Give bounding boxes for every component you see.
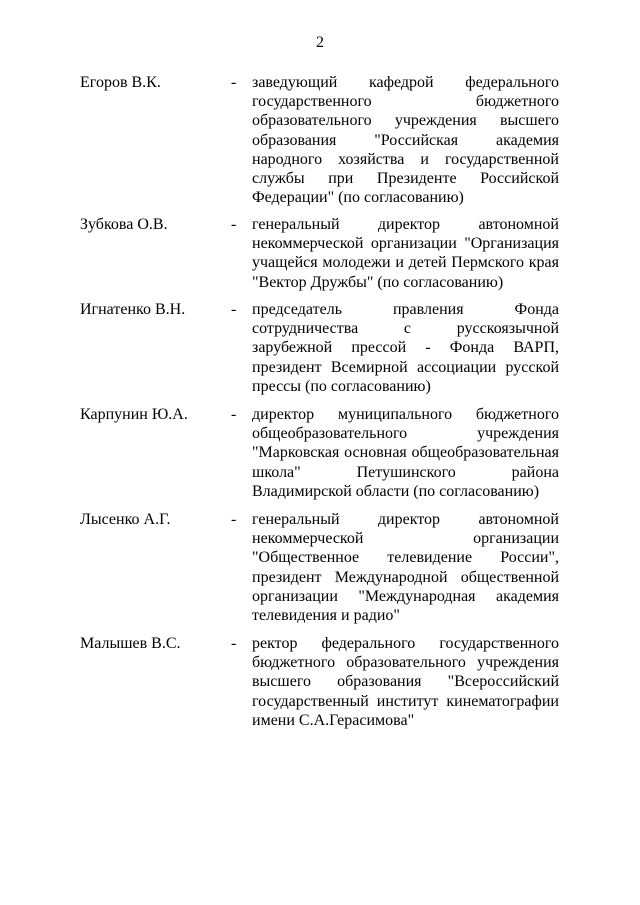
description-line: директор муниципального бюджетного bbox=[252, 406, 559, 423]
dash-separator: - bbox=[231, 216, 237, 233]
description-line: зарубежной прессой - Фонда ВАРП, bbox=[252, 339, 559, 357]
description-line: некоммерческой организации bbox=[252, 530, 559, 548]
dash-separator: - bbox=[231, 74, 237, 91]
member-name: Егоров В.К. bbox=[80, 74, 161, 91]
member-name: Карпунин Ю.А. bbox=[80, 406, 188, 423]
description-line: сотрудничества с русскоязычной bbox=[252, 320, 559, 338]
member-description bbox=[252, 634, 559, 730]
description-line: бюджетного образовательного учреждения bbox=[252, 654, 559, 672]
description-line: "Общественное телевидение России", bbox=[252, 549, 559, 567]
description-line: имени С.А.Герасимова" bbox=[252, 711, 415, 729]
member-description bbox=[252, 510, 559, 625]
description-line: заведующий кафедрой федерального bbox=[252, 74, 559, 91]
description-line: общеобразовательного учреждения bbox=[252, 425, 559, 443]
member-name: Малышев В.С. bbox=[80, 635, 181, 652]
description-line: службы при Президенте Российской bbox=[252, 169, 559, 187]
description-line: телевидения и радио" bbox=[252, 606, 400, 624]
dash-separator: - bbox=[231, 301, 237, 318]
member-name: Зубкова О.В. bbox=[80, 216, 168, 233]
dash-separator: - bbox=[231, 511, 237, 528]
description-line: образовательного учреждения высшего bbox=[252, 112, 559, 130]
description-line: школа" Петушинского района bbox=[252, 463, 559, 481]
member-description bbox=[252, 300, 559, 396]
description-line: некоммерческой организации "Организация bbox=[252, 235, 559, 253]
dash-separator: - bbox=[231, 635, 237, 652]
description-line: учащейся молодежи и детей Пермского края bbox=[252, 254, 559, 272]
description-line: генеральный директор автономной bbox=[252, 216, 559, 233]
description-line: председатель правления Фонда bbox=[252, 301, 559, 318]
description-line: прессы (по согласованию) bbox=[252, 377, 431, 395]
description-line: "Вектор Дружбы" (по согласованию) bbox=[252, 273, 504, 291]
description-line: народного хозяйства и государственной bbox=[252, 150, 559, 168]
dash-separator: - bbox=[231, 406, 237, 423]
member-name: Лысенко А.Г. bbox=[80, 511, 171, 528]
description-line: Владимирской области (по согласованию) bbox=[252, 482, 540, 500]
description-line: ректор федерального государственного bbox=[252, 635, 559, 652]
description-line: государственного бюджетного bbox=[252, 93, 559, 111]
description-line: президент Всемирной ассоциации русской bbox=[252, 358, 559, 376]
member-description bbox=[252, 405, 559, 501]
member-description bbox=[252, 73, 559, 207]
page-number: 2 bbox=[316, 34, 324, 51]
description-line: генеральный директор автономной bbox=[252, 511, 559, 528]
description-line: "Марковская основная общеобразовательная bbox=[252, 444, 559, 462]
description-line: президент Международной общественной bbox=[252, 568, 559, 586]
description-line: образования "Российская академия bbox=[252, 131, 559, 149]
description-line: организации "Международная академия bbox=[252, 587, 559, 605]
description-line: Федерации" (по согласованию) bbox=[252, 189, 464, 207]
member-name: Игнатенко В.Н. bbox=[80, 301, 186, 318]
description-line: государственный институт кинематографии bbox=[252, 692, 559, 710]
member-description bbox=[252, 215, 559, 292]
description-line: высшего образования "Всероссийский bbox=[252, 673, 559, 691]
